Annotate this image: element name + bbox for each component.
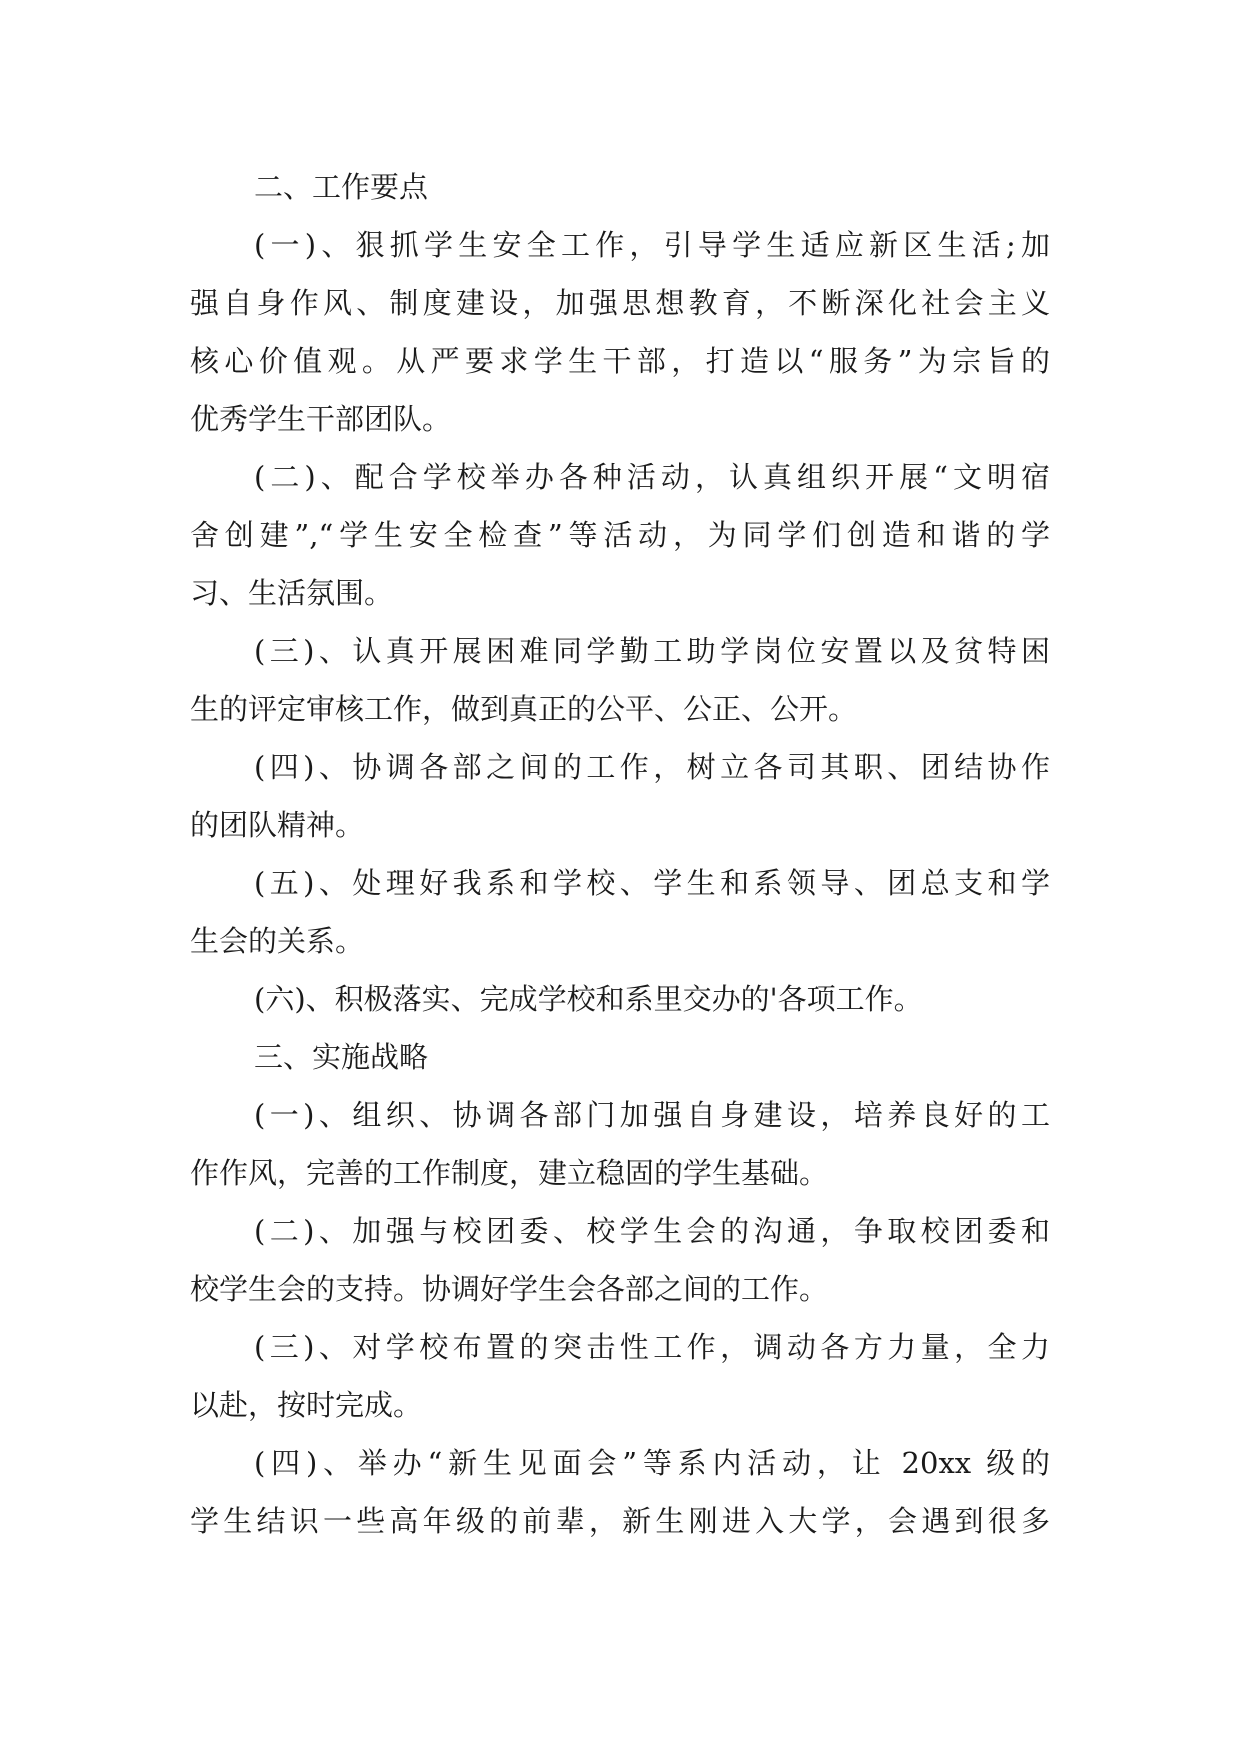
paragraph-line: (五)、处理好我系和学校、学生和系领导、团总支和学: [254, 866, 1050, 900]
paragraph-line: 校学生会的支持。协调好学生会各部之间的工作。: [190, 1272, 829, 1306]
document-body: [190, 158, 1050, 1550]
paragraph-line: (二)、加强与校团委、校学生会的沟通，争取校团委和: [254, 1214, 1050, 1248]
paragraph-line: 强自身作风、制度建设，加强思想教育，不断深化社会主义: [190, 286, 1050, 320]
section-heading: 三、实施战略: [254, 1040, 429, 1074]
paragraph-line: (三)、认真开展困难同学勤工助学岗位安置以及贫特困: [254, 634, 1050, 668]
paragraph-line: 舍创建”,“学生安全检查”等活动，为同学们创造和谐的学: [190, 518, 1050, 552]
paragraph-line: 核心价值观。从严要求学生干部，打造以“服务”为宗旨的: [190, 344, 1050, 378]
paragraph-line: (一)、组织、协调各部门加强自身建设，培养良好的工: [254, 1098, 1050, 1132]
paragraph-line: (四)、举办“新生见面会”等系内活动，让 20xx 级的: [254, 1446, 1050, 1480]
paragraph-line: (四)、协调各部之间的工作，树立各司其职、团结协作: [254, 750, 1050, 784]
paragraph-line: (二)、配合学校举办各种活动，认真组织开展“文明宿: [254, 460, 1050, 494]
paragraph-line: (一)、狠抓学生安全工作，引导学生适应新区生活;加: [254, 228, 1050, 262]
paragraph-line: 生会的关系。: [190, 924, 365, 958]
paragraph-line: 以赴，按时完成。: [190, 1388, 423, 1422]
paragraph-line: (六)、积极落实、完成学校和系里交办的'各项工作。: [254, 982, 923, 1016]
paragraph-line: (三)、对学校布置的突击性工作，调动各方力量，全力: [254, 1330, 1050, 1364]
paragraph-line: 的团队精神。: [190, 808, 365, 842]
paragraph-line: 习、生活氛围。: [190, 576, 394, 610]
paragraph-line: 学生结识一些高年级的前辈，新生刚进入大学，会遇到很多: [190, 1504, 1050, 1538]
paragraph-line: 优秀学生干部团队。: [190, 402, 452, 436]
section-heading: 二、工作要点: [254, 170, 429, 204]
paragraph-line: 生的评定审核工作，做到真正的公平、公正、公开。: [190, 692, 858, 726]
paragraph-line: 作作风，完善的工作制度，建立稳固的学生基础。: [190, 1156, 829, 1190]
